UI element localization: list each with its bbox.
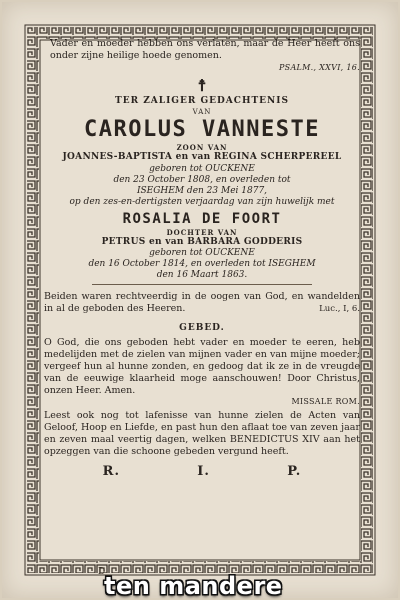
spouse-parents: PETRUS en van BARBARA GODDERIS <box>101 236 303 247</box>
printer-mark: D <box>98 567 106 577</box>
prayer-title: GEBED. <box>179 323 225 333</box>
memorial-card <box>2 2 398 598</box>
spouse-dates: den 16 October 1814, en overleden tot ISEGHEM <box>88 259 316 269</box>
cross-icon: ☨ <box>197 76 207 95</box>
rip-line <box>44 464 360 479</box>
daughter-of-label: DOCHTER VAN <box>166 227 238 237</box>
divider <box>92 284 312 285</box>
bible-verse <box>44 291 360 315</box>
memorial-header: TER ZALIGER GEDACHTENIS <box>115 96 289 106</box>
spouse-birthplace: geboren tot OUCKENE <box>149 248 255 258</box>
rip-r: R. <box>102 464 120 479</box>
prayer-text: O God, die ons geboden hebt vader en moeder te eeren, heb medelijden met de zielen van mijnen vader en van mijne moeder; vergeef hun al hunne zonden, en gedoog dat ik ze in de vreugde van de eeuwige klaarheid moge aanschouwen! Door Christus, onzen Heer. Amen. <box>44 337 360 396</box>
rip-p: P. <box>287 464 302 479</box>
watermark: ten mandere <box>104 572 283 600</box>
deceased-birthplace: geboren tot OUCKENE <box>149 163 255 174</box>
prayer-reference: MISSALE ROM. <box>291 397 360 406</box>
quote-reference: PSALM., XXVI, 16. <box>278 63 360 72</box>
deceased-dates: den 23 October 1808, en overleden tot <box>113 174 291 185</box>
anniversary-line: op den zes-en-dertigsten verjaardag van zijn huwelijk met <box>69 196 335 207</box>
van-label: VAN <box>192 108 212 116</box>
spouse-name: ROSALIA DE FOORT <box>122 210 282 227</box>
deceased-name: CAROLUS VANNESTE <box>84 117 320 142</box>
son-of-label: ZOON VAN <box>176 143 228 152</box>
spouse-death: den 16 Maart 1863. <box>156 270 248 280</box>
indulgence-text: Leest ook nog tot lafenisse van hunne zielen de Acten van Geloof, Hoop en Liefde, en past hun den aflaat toe van zeven jaar en zeven maal veertig dagen, welken BENEDICTUS XIV aan het opzeggen van die schoone gebeden vergund heeft. <box>44 410 360 457</box>
opening-quote: Vader en moeder hebben ons verlaten, maar de Heer heeft ons onder zijne heilige hoede genomen. <box>50 38 360 61</box>
deceased-parents: JOANNES-BAPTISTA en van REGINA SCHERPEREEL <box>62 152 342 162</box>
card-content <box>44 38 360 550</box>
verse-reference: Luc., I, 6. <box>319 304 360 314</box>
deceased-death: ISEGHEM den 23 Mei 1877, <box>136 185 268 196</box>
rip-i: I. <box>197 464 210 479</box>
verse-text: Beiden waren rechtveerdig in de oogen van God, en wandelden in al de geboden des Heeren. <box>44 291 360 314</box>
